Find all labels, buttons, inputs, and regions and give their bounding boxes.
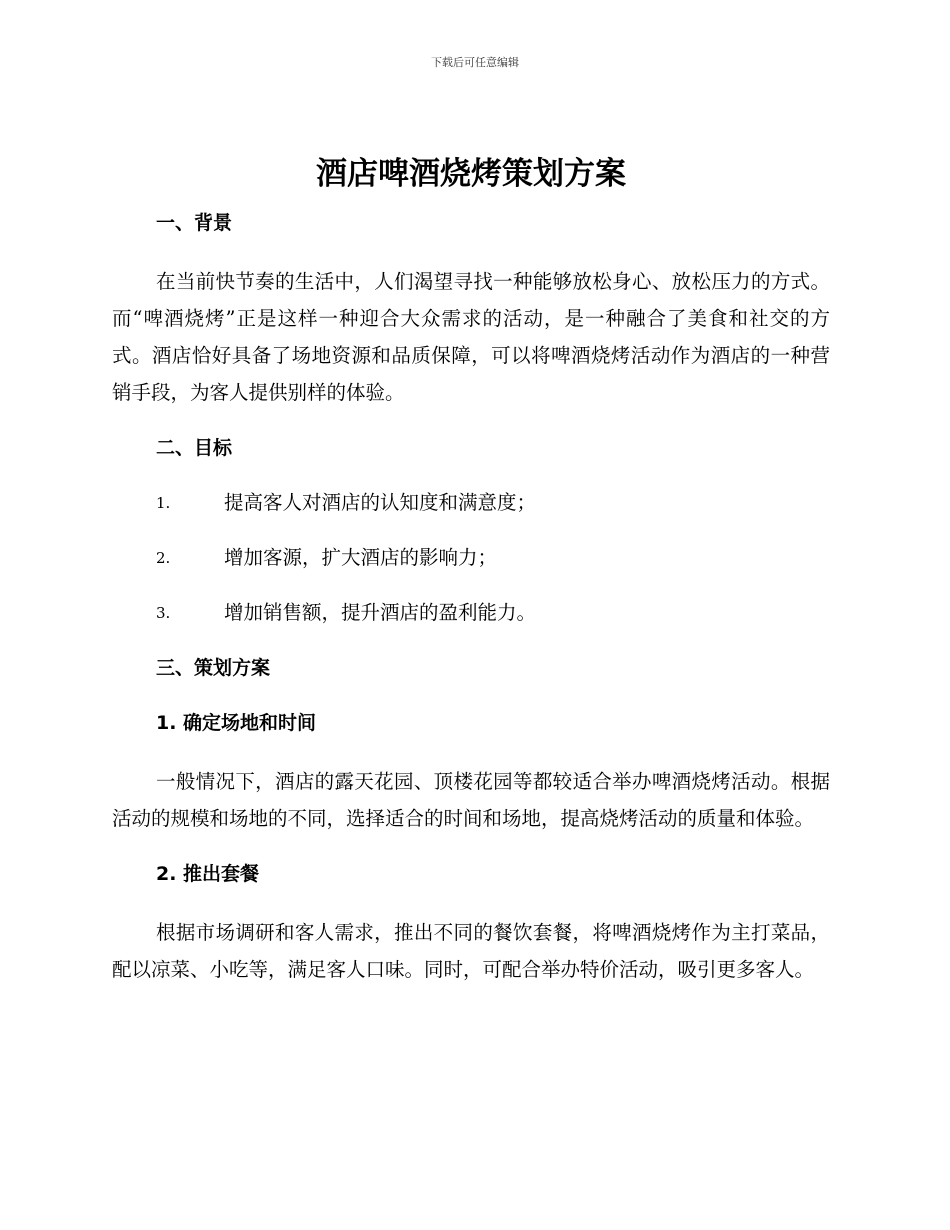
spacer [112, 683, 830, 708]
spacer [112, 198, 830, 208]
list-number: 2. [156, 549, 171, 567]
subsection-heading-package: 2. 推出套餐 [156, 863, 260, 885]
document-body [112, 150, 830, 988]
background-paragraph: 在当前快节奏的生活中，人们渴望寻找一种能够放松身心、放松压力的方式。而“啤酒烧烤”正是这样一种迎合大众需求的活动，是一种融合了美食和社交的方式。酒店恰好具备了场地资源和品质保障，可以将啤酒烧烤活动作为酒店的一种营销手段，为客人提供别样的体验。 [112, 270, 830, 404]
document-title: 酒店啤酒烧烤策划方案 [316, 156, 626, 192]
package-paragraph: 根据市场调研和客人需求，推出不同的餐饮套餐，将啤酒烧烤作为主打菜品，配以凉菜、小吃等，满足客人口味。同时，可配合举办特价活动，吸引更多客人。 [112, 921, 830, 981]
subsection-heading-venue: 1. 确定场地和时间 [156, 712, 317, 734]
list-number: 1. [156, 494, 171, 512]
section-heading-plan: 三、策划方案 [156, 657, 271, 679]
spacer [112, 889, 830, 914]
list-number: 3. [156, 604, 171, 622]
goal-list-item [112, 488, 830, 518]
goal-list-item [112, 543, 830, 573]
section-heading-background: 一、背景 [156, 212, 233, 234]
goal-list-item [112, 598, 830, 628]
page-header-note: 下载后可任意编辑 [431, 56, 519, 69]
spacer [112, 628, 830, 653]
list-text: 提高客人对酒店的认知度和满意度； [224, 491, 537, 514]
spacer [112, 238, 830, 263]
spacer [112, 518, 830, 543]
spacer [112, 573, 830, 598]
list-text: 增加销售额，提升酒店的盈利能力。 [224, 601, 537, 624]
spacer [112, 411, 830, 433]
spacer [112, 463, 830, 488]
section-heading-goals: 二、目标 [156, 437, 233, 459]
spacer [112, 837, 830, 859]
venue-paragraph: 一般情况下，酒店的露天花园、顶楼花园等都较适合举办啤酒烧烤活动。根据活动的规模和场地的不同，选择适合的时间和场地，提高烧烤活动的质量和体验。 [112, 770, 830, 830]
spacer [112, 738, 830, 763]
list-text: 增加客源，扩大酒店的影响力； [224, 546, 498, 569]
